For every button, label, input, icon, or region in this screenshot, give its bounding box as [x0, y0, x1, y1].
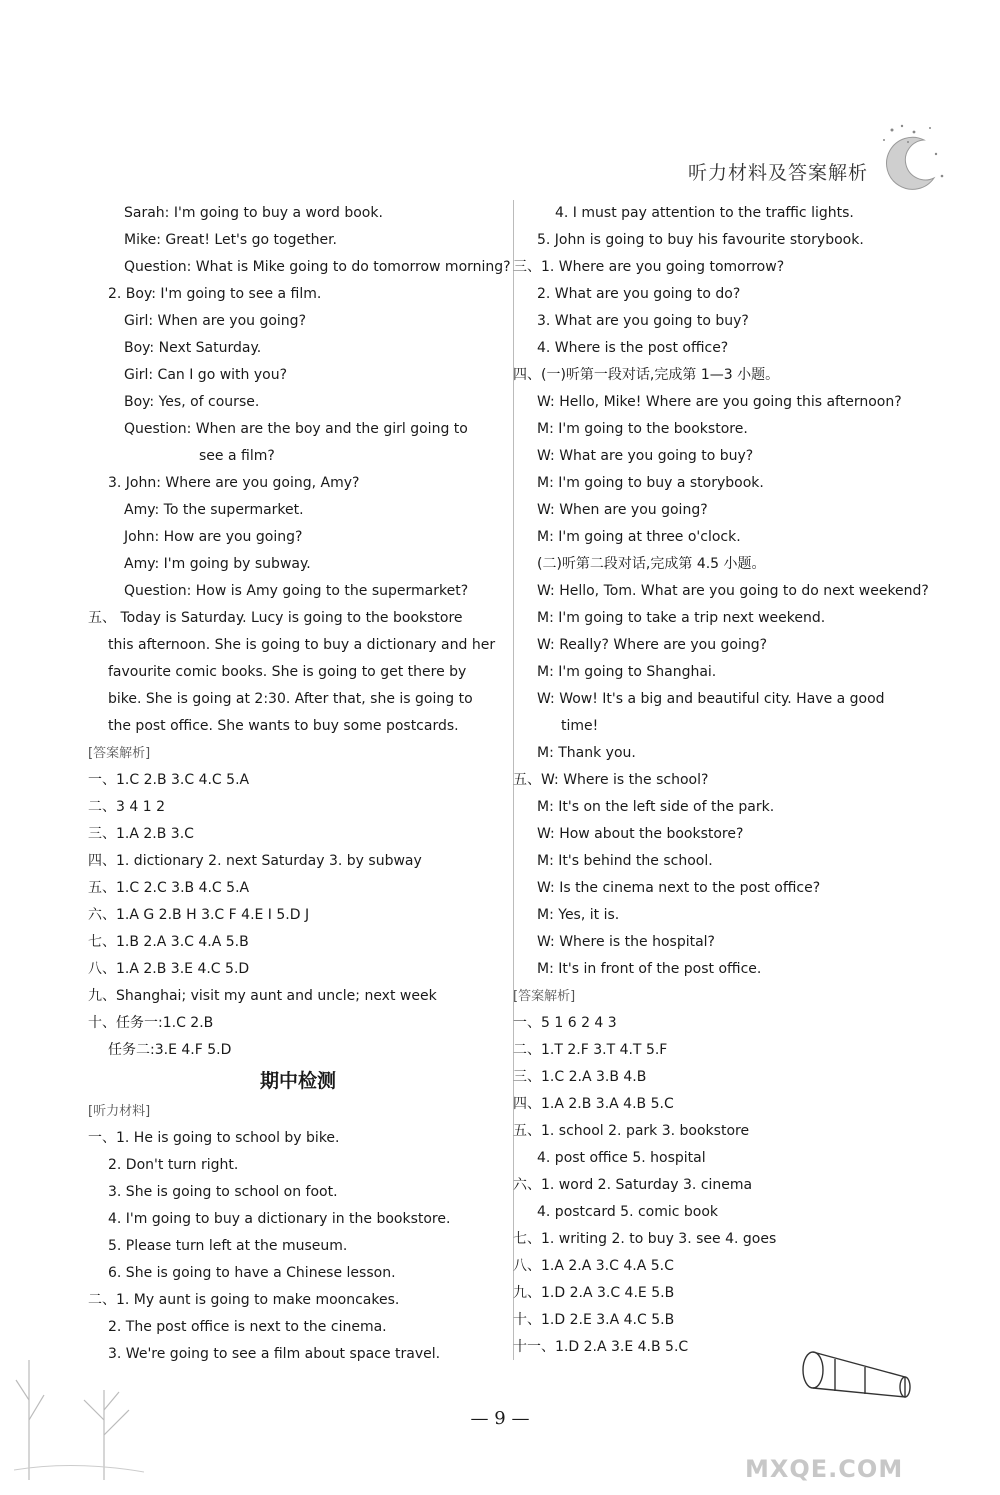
- text-line: [答案解析]: [88, 746, 151, 761]
- text-line: Question: What is Mike going to do tomorrow morning?: [124, 259, 511, 275]
- text-line: 3. John: Where are you going, Amy?: [108, 475, 360, 491]
- text-line: 十、1.D 2.E 3.A 4.C 5.B: [513, 1312, 675, 1328]
- text-line: this afternoon. She is going to buy a dictionary and her: [108, 637, 496, 653]
- text-line: W: When are you going?: [537, 502, 708, 518]
- text-line: 4. post office 5. hospital: [537, 1150, 706, 1166]
- text-line: 十一、1.D 2.A 3.E 4.B 5.C: [513, 1339, 689, 1355]
- text-line: 4. Where is the post office?: [537, 340, 729, 356]
- text-line: M: I'm going to Shanghai.: [537, 664, 717, 680]
- text-line: W: Really? Where are you going?: [537, 637, 768, 653]
- text-line: W: How about the bookstore?: [537, 826, 744, 842]
- text-line: W: Where is the hospital?: [537, 934, 715, 950]
- text-line: 六、1. word 2. Saturday 3. cinema: [513, 1177, 753, 1193]
- text-line: 一、1. He is going to school by bike.: [88, 1130, 340, 1146]
- text-line: Girl: Can I go with you?: [124, 367, 288, 383]
- left-column: [88, 200, 511, 1368]
- text-line: the post office. She wants to buy some postcards.: [108, 718, 459, 734]
- text-line: Sarah: I'm going to buy a word book.: [124, 205, 383, 221]
- text-line: Girl: When are you going?: [124, 313, 306, 329]
- text-line: Amy: I'm going by subway.: [124, 556, 311, 572]
- text-line: M: I'm going at three o'clock.: [537, 529, 741, 545]
- text-line: M: It's in front of the post office.: [537, 961, 762, 977]
- text-line: 一、5 1 6 2 4 3: [513, 1015, 617, 1031]
- text-line: 2. What are you going to do?: [537, 286, 741, 302]
- text-line: see a film?: [199, 448, 275, 464]
- page-number: — 9 —: [470, 1408, 530, 1429]
- text-line: M: I'm going to buy a storybook.: [537, 475, 764, 491]
- text-line: John: How are you going?: [124, 529, 303, 545]
- text-line: W: Is the cinema next to the post office?: [537, 880, 821, 896]
- text-line: 七、1.B 2.A 3.C 4.A 5.B: [88, 934, 249, 950]
- text-line: 二、1.T 2.F 3.T 4.T 5.F: [513, 1042, 668, 1058]
- text-line: M: I'm going to the bookstore.: [537, 421, 748, 437]
- text-line: time!: [561, 718, 599, 734]
- text-line: Question: When are the boy and the girl going to: [124, 421, 468, 437]
- text-line: bike. She is going at 2:30. After that, she is going to: [108, 691, 473, 707]
- text-line: 六、1.A G 2.B H 3.C F 4.E I 5.D J: [88, 907, 310, 923]
- text-line: 5. John is going to buy his favourite storybook.: [537, 232, 864, 248]
- text-line: 4. I must pay attention to the traffic lights.: [555, 205, 854, 221]
- text-line: M: It's behind the school.: [537, 853, 713, 869]
- text-line: 2. Don't turn right.: [108, 1157, 239, 1173]
- text-line: 八、1.A 2.B 3.E 4.C 5.D: [88, 961, 250, 977]
- text-line: 五、W: Where is the school?: [513, 772, 709, 788]
- text-line: Question: How is Amy going to the supermarket?: [124, 583, 469, 599]
- text-line: 二、1. My aunt is going to make mooncakes.: [88, 1292, 400, 1308]
- text-line: 八、1.A 2.A 3.C 4.A 5.C: [513, 1258, 674, 1274]
- text-line: 七、1. writing 2. to buy 3. see 4. goes: [513, 1231, 777, 1247]
- text-line: 3. We're going to see a film about space travel.: [108, 1346, 441, 1362]
- text-line: 任务二:3.E 4.F 5.D: [108, 1042, 232, 1058]
- text-line: M: Yes, it is.: [537, 907, 620, 923]
- text-line: Boy: Next Saturday.: [124, 340, 262, 356]
- text-line: 九、Shanghai; visit my aunt and uncle; next week: [88, 988, 437, 1004]
- text-line: 二、3 4 1 2: [88, 799, 165, 815]
- text-line: 五、 Today is Saturday. Lucy is going to the bookstore: [88, 610, 463, 626]
- text-line: 4. I'm going to buy a dictionary in the bookstore.: [108, 1211, 451, 1227]
- text-line: Boy: Yes, of course.: [124, 394, 260, 410]
- text-line: 4. postcard 5. comic book: [537, 1204, 719, 1220]
- text-line: 三、1.A 2.B 3.C: [88, 826, 194, 842]
- text-line: W: Hello, Tom. What are you going to do next weekend?: [537, 583, 929, 599]
- text-line: 3. What are you going to buy?: [537, 313, 749, 329]
- right-column: [497, 200, 929, 1361]
- text-line: 三、1. Where are you going tomorrow?: [513, 259, 785, 275]
- text-line: Mike: Great! Let's go together.: [124, 232, 338, 248]
- header-title: 听力材料及答案解析: [687, 162, 868, 184]
- text-line: favourite comic books. She is going to get there by: [108, 664, 467, 680]
- text-line: 2. Boy: I'm going to see a film.: [108, 286, 322, 302]
- text-line: W: Wow! It's a big and beautiful city. Have a good: [537, 691, 885, 707]
- text-line: [答案解析]: [513, 989, 576, 1004]
- text-line: 6. She is going to have a Chinese lesson.: [108, 1265, 396, 1281]
- section-title: 期中检测: [259, 1070, 336, 1092]
- text-line: 四、1.A 2.B 3.A 4.B 5.C: [513, 1096, 674, 1112]
- text-line: 一、1.C 2.B 3.C 4.C 5.A: [88, 772, 250, 788]
- moon-stars-icon: [872, 120, 952, 190]
- text-line: M: Thank you.: [537, 745, 636, 761]
- text-line: 3. She is going to school on foot.: [108, 1184, 338, 1200]
- text-line: 四、1. dictionary 2. next Saturday 3. by subway: [88, 853, 422, 869]
- text-line: M: I'm going to take a trip next weekend.: [537, 610, 826, 626]
- text-line: W: Hello, Mike! Where are you going this afternoon?: [537, 394, 902, 410]
- text-line: W: What are you going to buy?: [537, 448, 754, 464]
- text-line: 5. Please turn left at the museum.: [108, 1238, 348, 1254]
- text-line: 十、任务一:1.C 2.B: [88, 1015, 214, 1031]
- text-line: Amy: To the supermarket.: [124, 502, 304, 518]
- text-line: (二)听第二段对话,完成第 4.5 小题。: [537, 556, 766, 572]
- text-line: 三、1.C 2.A 3.B 4.B: [513, 1069, 647, 1085]
- text-line: 五、1.C 2.C 3.B 4.C 5.A: [88, 880, 250, 896]
- text-line: 五、1. school 2. park 3. bookstore: [513, 1123, 750, 1139]
- text-line: 2. The post office is next to the cinema.: [108, 1319, 387, 1335]
- text-line: M: It's on the left side of the park.: [537, 799, 775, 815]
- text-line: [听力材料]: [88, 1104, 151, 1119]
- watermark: MXQE.COM: [745, 1455, 904, 1483]
- text-line: 四、(一)听第一段对话,完成第 1—3 小题。: [513, 367, 780, 383]
- text-line: 九、1.D 2.A 3.C 4.E 5.B: [513, 1285, 675, 1301]
